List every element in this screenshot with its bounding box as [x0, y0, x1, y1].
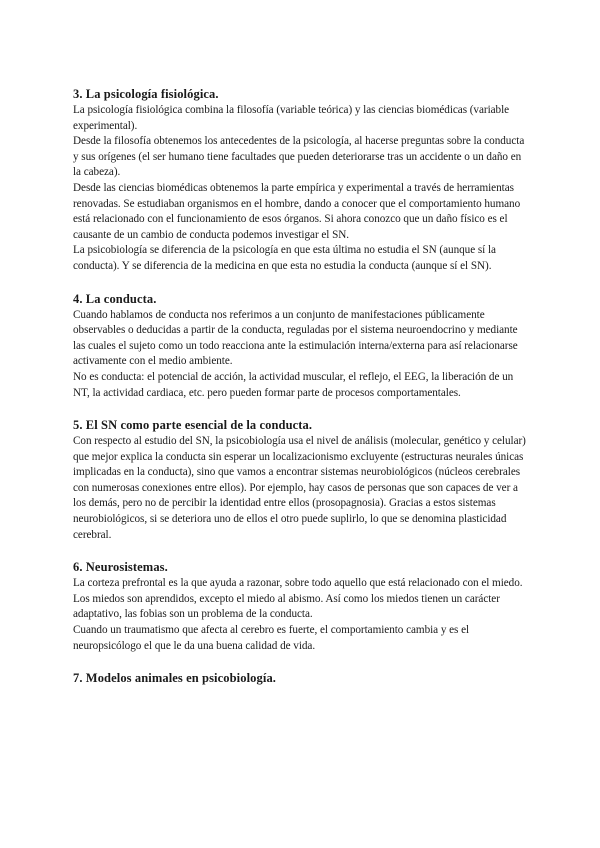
paragraph: La psicobiología se diferencia de la psicología en que esta última no estudia el SN (aunque sí la conducta). Y se diferencia de la medicina en que esta no estudia la conducta (aunque sí el SN). — [73, 244, 496, 272]
paragraph: La psicología fisiológica combina la filosofía (variable teórica) y las ciencias biomédicas (variable experimental). — [73, 104, 510, 132]
paragraph: Con respecto al estudio del SN, la psicobiología usa el nivel de análisis (molecular, genético y celular) que mejor explica la conducta sin esperar un localizacionismo excluyente (estructuras neurales únicas implicadas en la conducta), sino que vamos a encontrar sistemas neurobiológicos (núcleos cerebrales con numerosas conexiones entre ellos). Por ejemplo, hay casos de personas que son capaces de ver a los demás, pero no de percibir la identidad entre ellos (prosopagnosia). Gracias a estos sistemas neurobiológicos, si se deteriora uno de ellos el otro puede suplirlo, lo que se denomina plasticidad cerebral. — [73, 435, 526, 541]
paragraph: Desde la filosofía obtenemos los antecedentes de la psicología, al hacerse preguntas sobre la conducta y sus orígenes (el ser humano tiene facultades que pueden deteriorarse tras un accidente o un daño en la cabeza). — [73, 135, 525, 179]
section-modelos-animales — [73, 670, 528, 686]
paragraph: Desde las ciencias biomédicas obtenemos la parte empírica y experimental a través de herramientas renovadas. Se estudiaban organismos en el hombre, dando a conocer que el comportamiento humano está relacionado con el funcionamiento de esos órganos. Si ahora conozco que un daño físico es el causante de un cambio de conducta podemos investigar el SN. — [73, 181, 521, 241]
section-heading: 6. Neurosistemas. — [73, 560, 168, 575]
section-heading: 7. Modelos animales en psicobiología. — [73, 671, 277, 686]
paragraph: No es conducta: el potencial de acción, la actividad muscular, el reflejo, el EEG, la liberación de un NT, la actividad cardiaca, etc. pero pueden formar parte de procesos comportamentales. — [73, 370, 514, 399]
section-la-conducta — [73, 291, 528, 402]
paragraph: Cuando hablamos de conducta nos referimos a un conjunto de manifestaciones públicamente observables o deducidas a partir de la conducta, reguladas por el sistema neuroendocrino y mediante las cuales el sujeto como un todo reacciona ante la estimulación interna/externa para así relacionarse activamente con el medio ambiente. — [73, 308, 518, 368]
section-heading: 3. La psicología fisiológica. — [73, 87, 219, 101]
section-psicologia-fisiologica — [73, 86, 528, 275]
section-heading: 5. El SN como parte esencial de la conducta. — [73, 418, 313, 433]
paragraph: Cuando un traumatismo que afecta al cerebro es fuerte, el comportamiento cambia y es el neuropsicólogo el que le da una buena calidad de vida. — [73, 624, 470, 652]
section-heading: 4. La conducta. — [73, 291, 157, 306]
section-sn-conducta — [73, 417, 528, 543]
paragraph: Los miedos son aprendidos, excepto el miedo al abismo. Así como los miedos tienen un carácter adaptativo, las fobias son un problema de la conducta. — [73, 592, 500, 621]
paragraph: La corteza prefrontal es la que ayuda a razonar, sobre todo aquello que está relacionado con el miedo. — [73, 577, 523, 590]
section-neurosistemas — [73, 559, 528, 654]
document-body — [73, 86, 528, 702]
